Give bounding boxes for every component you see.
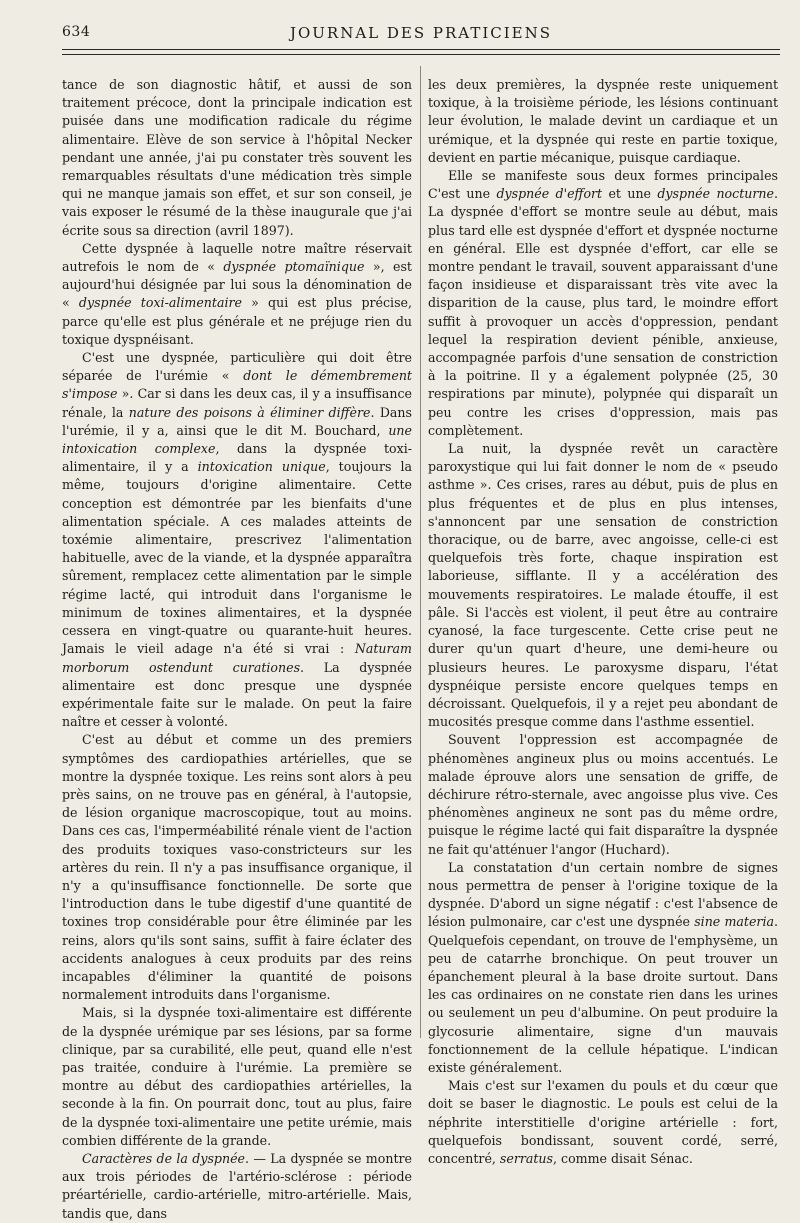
paragraph-text: La nuit, la dyspnée revêt un caractère paroxystique qui lui fait donner le nom de « pseudo asthme ». Ces crises, rares au début, puis de plus en plus fréquentes et de plus en plus intenses, s'annoncent par une sensation de constriction thoracique, ou de barre, avec angoisse, celle-ci est quelquefois très forte, chaque inspiration est laborieuse, sifflante. Il y a accélération des mouvements respiratoires. Le malade étouffe, il est pâle. Si l'accès est violent, il peut être au contraire cyanosé, la face turgescente. Cette crise peut ne durer qu'un quart d'heure, une demi-heure ou plusieurs heures. Le paroxysme disparu, l'état dyspnéique persiste encore quelques temps en décroissant. Quelquefois, il y a rejet peu abondant de mucosités presque comme dans l'asthme essentiel. xyxy=(428,441,778,730)
paragraph-text: et une xyxy=(602,186,658,202)
paragraph-text: Mais, si la dyspnée toxi-alimentaire est différente de la dyspnée urémique par ses lésions, par sa forme clinique, par sa curabilité, elle peut, quand elle n'est pas traitée, conduire à l'urémie. La première se montre au début des cardiopathies artérielles, la seconde à la fin. On pourrait donc, tout au plus, faire de la dyspnée toxi-alimentaire une petite urémie, mais combien différente de la grande. xyxy=(62,1005,412,1148)
italic-text: sine materia xyxy=(694,914,774,930)
paragraph-text: . La dyspnée alimentaire est donc presque une dyspnée expérimentale faite sur le malade. On peut la faire naître et cesser à volonté. xyxy=(62,659,412,730)
paragraph-text: , dans la dyspnée toxi-alimentaire, il y a xyxy=(62,441,412,475)
paragraph-text: . Dans l'urémie, il y a, ainsi que le dit M. Bouchard, xyxy=(62,404,412,438)
page-header xyxy=(62,24,780,46)
paragraph-text: », est aujourd'hui désignée par lui sous la dénomination de « xyxy=(62,259,412,311)
italic-text: dyspnée ptomaïnique xyxy=(223,259,365,275)
paragraph-text: , toujours la même, toujours d'origine alimentaire. Cette conception est démontrée par les bienfaits d'une alimentation spéciale. A ces malades atteints de toxémie alimentaire, prescrivez l'alimentation habituelle, avec de la viande, et la dyspnée apparaîtra sûrement, remplacez cette alimentation par le simple régime lacté, qui introduit dans l'organisme le minimum de toxines alimentaires, et la dyspnée cessera en vingt-quatre ou quarante-huit heures. Jamais le vieil adage n'a été si vrai : xyxy=(62,459,412,657)
paragraph-text: ». Car si dans les deux cas, il y a insuffisance rénale, la xyxy=(62,386,412,420)
paragraph-text: La constatation d'un certain nombre de signes nous permettra de penser à l'origine toxique de la dyspnée. D'abord un signe négatif : c'est l'absence de lésion pulmonaire, car c'est une dyspnée xyxy=(428,859,778,930)
paragraph xyxy=(62,240,412,349)
italic-text: dyspnée d'effort xyxy=(496,186,603,202)
paragraph-text: C'est une dyspnée, particulière qui doit être séparée de l'urémie « xyxy=(62,350,412,384)
italic-text: intoxication unique xyxy=(197,459,326,475)
paragraph-text: Souvent l'oppression est accompagnée de phénomènes angineux plus ou moins accentués. Le malade éprouve alors une sensation de griffe, de déchirure rétro-sternale, avec angoisse plus vive. Ces phénomènes angineux ne sont pas du même ordre, puisque le régime lacté qui fait disparaître la dyspnée ne fait qu'atténuer l'angor (Huchard). xyxy=(428,732,778,857)
paragraph-text: — La dyspnée se montre aux trois périodes de l'artério-sclérose : période préartérielle, cardio-artérielle, mitro-artérielle. Mais, tandis que, dans xyxy=(62,1150,412,1221)
italic-text: Naturam morborum ostendunt curationes xyxy=(62,641,412,675)
italic-text: dyspnée nocturne xyxy=(657,186,774,202)
paragraph-text: , comme disait Sénac. xyxy=(553,1150,693,1166)
header-rule xyxy=(62,49,780,50)
header-rule-lower xyxy=(62,54,780,55)
italic-text: dyspnée toxi-alimentaire xyxy=(78,295,242,311)
running-title: JOURNAL DES PRATICIENS xyxy=(289,24,553,42)
italic-text: serratus xyxy=(499,1150,554,1166)
italic-text: nature des poisons à éliminer diffère xyxy=(128,404,371,420)
paragraph-text: C'est au début et comme un des premiers symptômes des cardiopathies artérielles, que se montre la dyspnée toxique. Les reins sont alors à peu près sains, on ne trouve pas en général, à l'autopsie, de lésion organique macroscopique, tout au moins. Dans ces cas, l'imperméabilité rénale vient de l'action des produits toxiques vaso-constricteurs sur les artères du rein. Il n'y a pas insuffisance organique, il n'y a qu'insuffisance fonctionnelle. De sorte que l'introduction dans le tube digestif d'une quantité de toxines trop considérable pour être éliminée par les reins, alors qu'ils sont sains, suffit à faire éclater des accidents analogues à ceux produits par des reins incapables d'éliminer la quantité de poisons normalement introduits dans l'organisme. xyxy=(62,732,412,1003)
paragraph-text: les deux premières, la dyspnée reste uniquement toxique, à la troisième période, les lésions continuant leur évolution, le malade devint un cardiaque et un urémique, et la dyspnée qui reste en partie toxique, devient en partie mécanique, puisque cardiaque. xyxy=(428,77,778,165)
paragraph xyxy=(428,1077,778,1168)
paragraph-text: » qui est plus précise, parce qu'elle est plus générale et ne préjuge rien du toxique dyspnéisant. xyxy=(62,295,412,347)
left-column xyxy=(62,76,412,1223)
italic-text: une intoxication complexe xyxy=(62,422,412,457)
paragraph-text: . La dyspnée d'effort se montre seule au début, mais plus tard elle est dyspnée d'effort et dyspnée nocturne en général. Elle est dyspnée d'effort, car elle se montre pendant le travail, souvent apparaissant d'une façon insidieuse et disparaissant très vite avec la disparition de la cause, plus tard, le moindre effort suffit à provoquer un accès d'oppression, pendant lequel la respiration devient pénible, anxieuse, accompagnée parfois d'une sensation de constriction à la poitrine. Il y a également polypnée (25, 30 respirations par minute), polypnée qui disparaît un peu contre les crises d'oppression, mais pas complètement. xyxy=(428,186,778,438)
italic-text: Caractères de la dyspnée. xyxy=(82,1150,249,1166)
paragraph-text: . Quelquefois cependant, on trouve de l'emphysème, un peu de catarrhe bronchique. On peut trouver un épanchement pleural à la base droite surtout. Dans les cas ordinaires on ne constate rien dans les urines ou seulement un peu d'albumine. On peut produire la glycosurie alimentaire, signe d'un mauvais fonctionnement de la cellule hépatique. L'indican existe généralement. xyxy=(428,914,778,1075)
paragraph-text: Mais c'est sur l'examen du pouls et du cœur que doit se baser le diagnostic. Le pouls est celui de la néphrite interstitielle d'origine artérielle : fort, quelquefois bondissant, souvent cordé, serré, concentré, xyxy=(428,1078,778,1166)
paragraph xyxy=(62,349,412,731)
paragraph xyxy=(428,731,778,858)
paragraph-text: Cette dyspnée à laquelle notre maître réservait autrefois le nom de « xyxy=(62,240,412,275)
paragraph xyxy=(428,440,778,731)
italic-text: dont le démembrement s'impose xyxy=(62,368,412,402)
paragraph xyxy=(428,859,778,1077)
paragraph xyxy=(62,731,412,1004)
paragraph xyxy=(62,1150,412,1223)
continued-paragraph xyxy=(62,76,412,240)
page-number: 634 xyxy=(62,24,91,40)
paragraph xyxy=(62,1004,412,1150)
right-column xyxy=(428,76,778,1168)
column-divider xyxy=(420,66,421,1038)
paragraph-text: Elle se manifeste sous deux formes principales C'est une xyxy=(428,168,778,202)
paragraph-text: tance de son diagnostic hâtif, et aussi de son traitement précoce, dont la principale indication est puisée dans une modification radicale du régime alimentaire. Elève de son service à l'hôpital Necker pendant une année, j'ai pu constater très souvent les remarquables résultats d'une médication très simple qui ne manque jamais son effet, et sur son conseil, je vais exposer le résumé de la thèse inaugurale que j'ai écrite sous sa direction (avril 1897). xyxy=(62,77,412,238)
paragraph xyxy=(428,167,778,440)
continued-paragraph xyxy=(428,76,778,167)
